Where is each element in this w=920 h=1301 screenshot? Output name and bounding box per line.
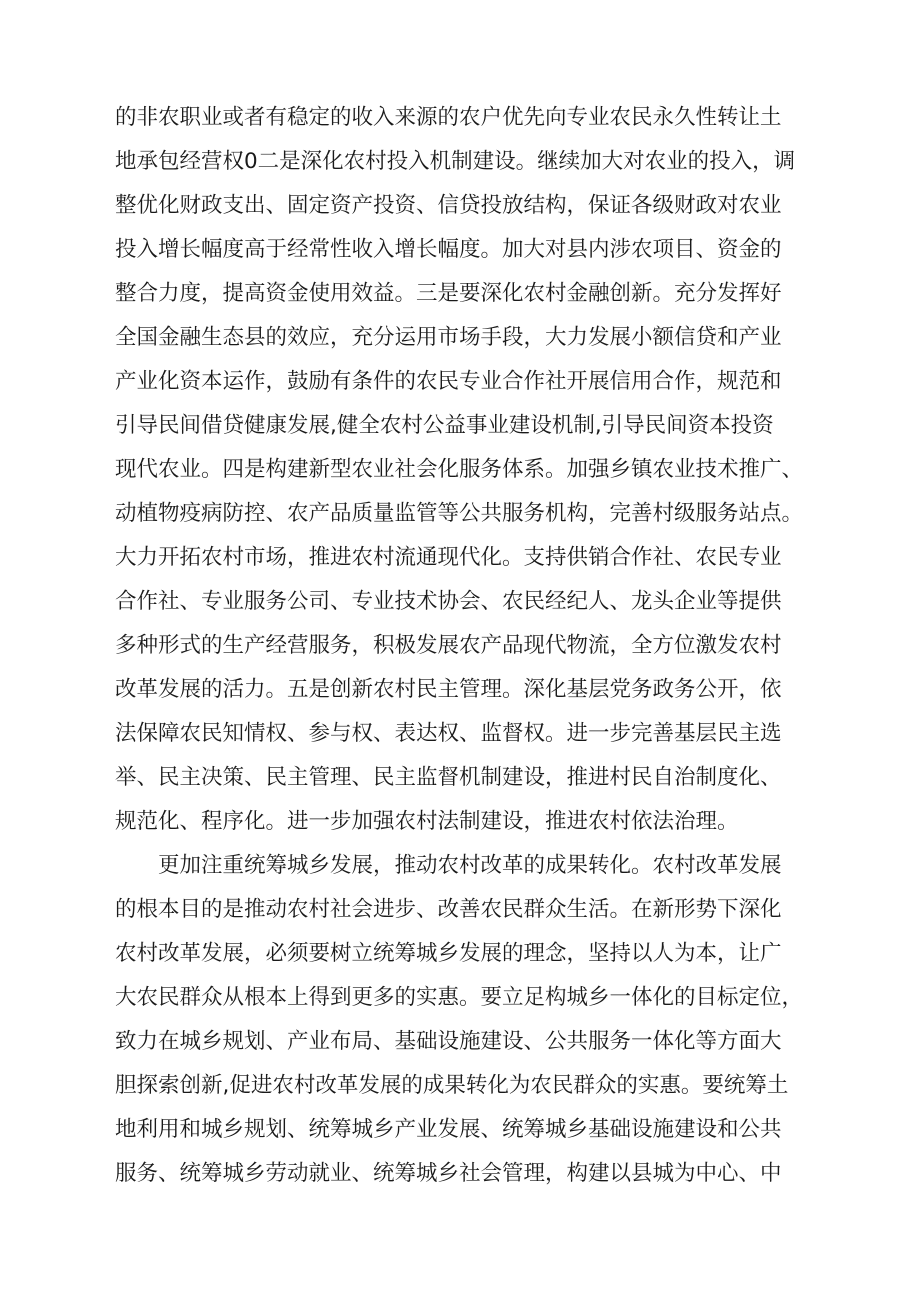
text-line: 的非农职业或者有稳定的收入来源的农户优先向专业农民永久性转让土 <box>115 105 782 130</box>
text-line: 大农民群众从根本上得到更多的实惠。要立足构城乡一体化的目标定位， <box>115 985 804 1010</box>
text-line: 更加注重统筹城乡发展，推动农村改革的成果转化。农村改革发展 <box>158 853 782 878</box>
text-line: 整合力度，提高资金使用效益。三是要深化农村金融创新。充分发挥好 <box>115 281 782 306</box>
text-line: 动植物疫病防控、农产品质量监管等公共服务机构，完善村级服务站点。 <box>115 501 804 526</box>
text-line: 改革发展的活力。五是创新农村民主管理。深化基层党务政务公开，依 <box>115 677 782 702</box>
text-line: 地利用和城乡规划、统筹城乡产业发展、统筹城乡基础设施建设和公共 <box>115 1117 782 1142</box>
text-line: 多种形式的生产经营服务，积极发展农产品现代物流，全方位激发农村 <box>115 633 782 658</box>
text-line: 引导民间借贷健康发展,健全农村公益事业建设机制,引导民间资本投资 <box>115 413 774 438</box>
text-line: 产业化资本运作，鼓励有条件的农民专业合作社开展信用合作，规范和 <box>115 369 782 394</box>
text-line: 胆探索创新,促进农村改革发展的成果转化为农民群众的实惠。要统筹土 <box>115 1073 789 1098</box>
text-line: 现代农业。四是构建新型农业社会化服务体系。加强乡镇农业技术推广、 <box>115 457 804 482</box>
text-line: 致力在城乡规划、产业布局、基础设施建设、公共服务一体化等方面大 <box>115 1029 782 1054</box>
text-line: 全国金融生态县的效应，充分运用市场手段，大力发展小额信贷和产业 <box>115 325 782 350</box>
text-line: 大力开拓农村市场，推进农村流通现代化。支持供销合作社、农民专业 <box>115 545 782 570</box>
text-line: 服务、统筹城乡劳动就业、统筹城乡社会管理，构建以县城为中心、中 <box>115 1161 782 1186</box>
text-line: 法保障农民知情权、参与权、表达权、监督权。进一步完善基层民主选 <box>115 721 782 746</box>
text-line: 整优化财政支出、固定资产投资、信贷投放结构，保证各级财政对农业 <box>115 193 782 218</box>
text-line: 规范化、程序化。进一步加强农村法制建设，推进农村依法治理。 <box>115 809 739 834</box>
text-line: 合作社、专业服务公司、专业技术协会、农民经纪人、龙头企业等提供 <box>115 589 782 614</box>
text-line: 地承包经营权0二是深化农村投入机制建设。继续加大对农业的投入，调 <box>115 149 796 174</box>
text-line: 的根本目的是推动农村社会进步、改善农民群众生活。在新形势下深化 <box>115 897 782 922</box>
text-line: 投入增长幅度高于经常性收入增长幅度。加大对县内涉农项目、资金的 <box>115 237 782 262</box>
text-line: 农村改革发展，必须要树立统筹城乡发展的理念，坚持以人为本，让广 <box>115 941 782 966</box>
text-line: 举、民主决策、民主管理、民主监督机制建设，推进村民自治制度化、 <box>115 765 782 790</box>
